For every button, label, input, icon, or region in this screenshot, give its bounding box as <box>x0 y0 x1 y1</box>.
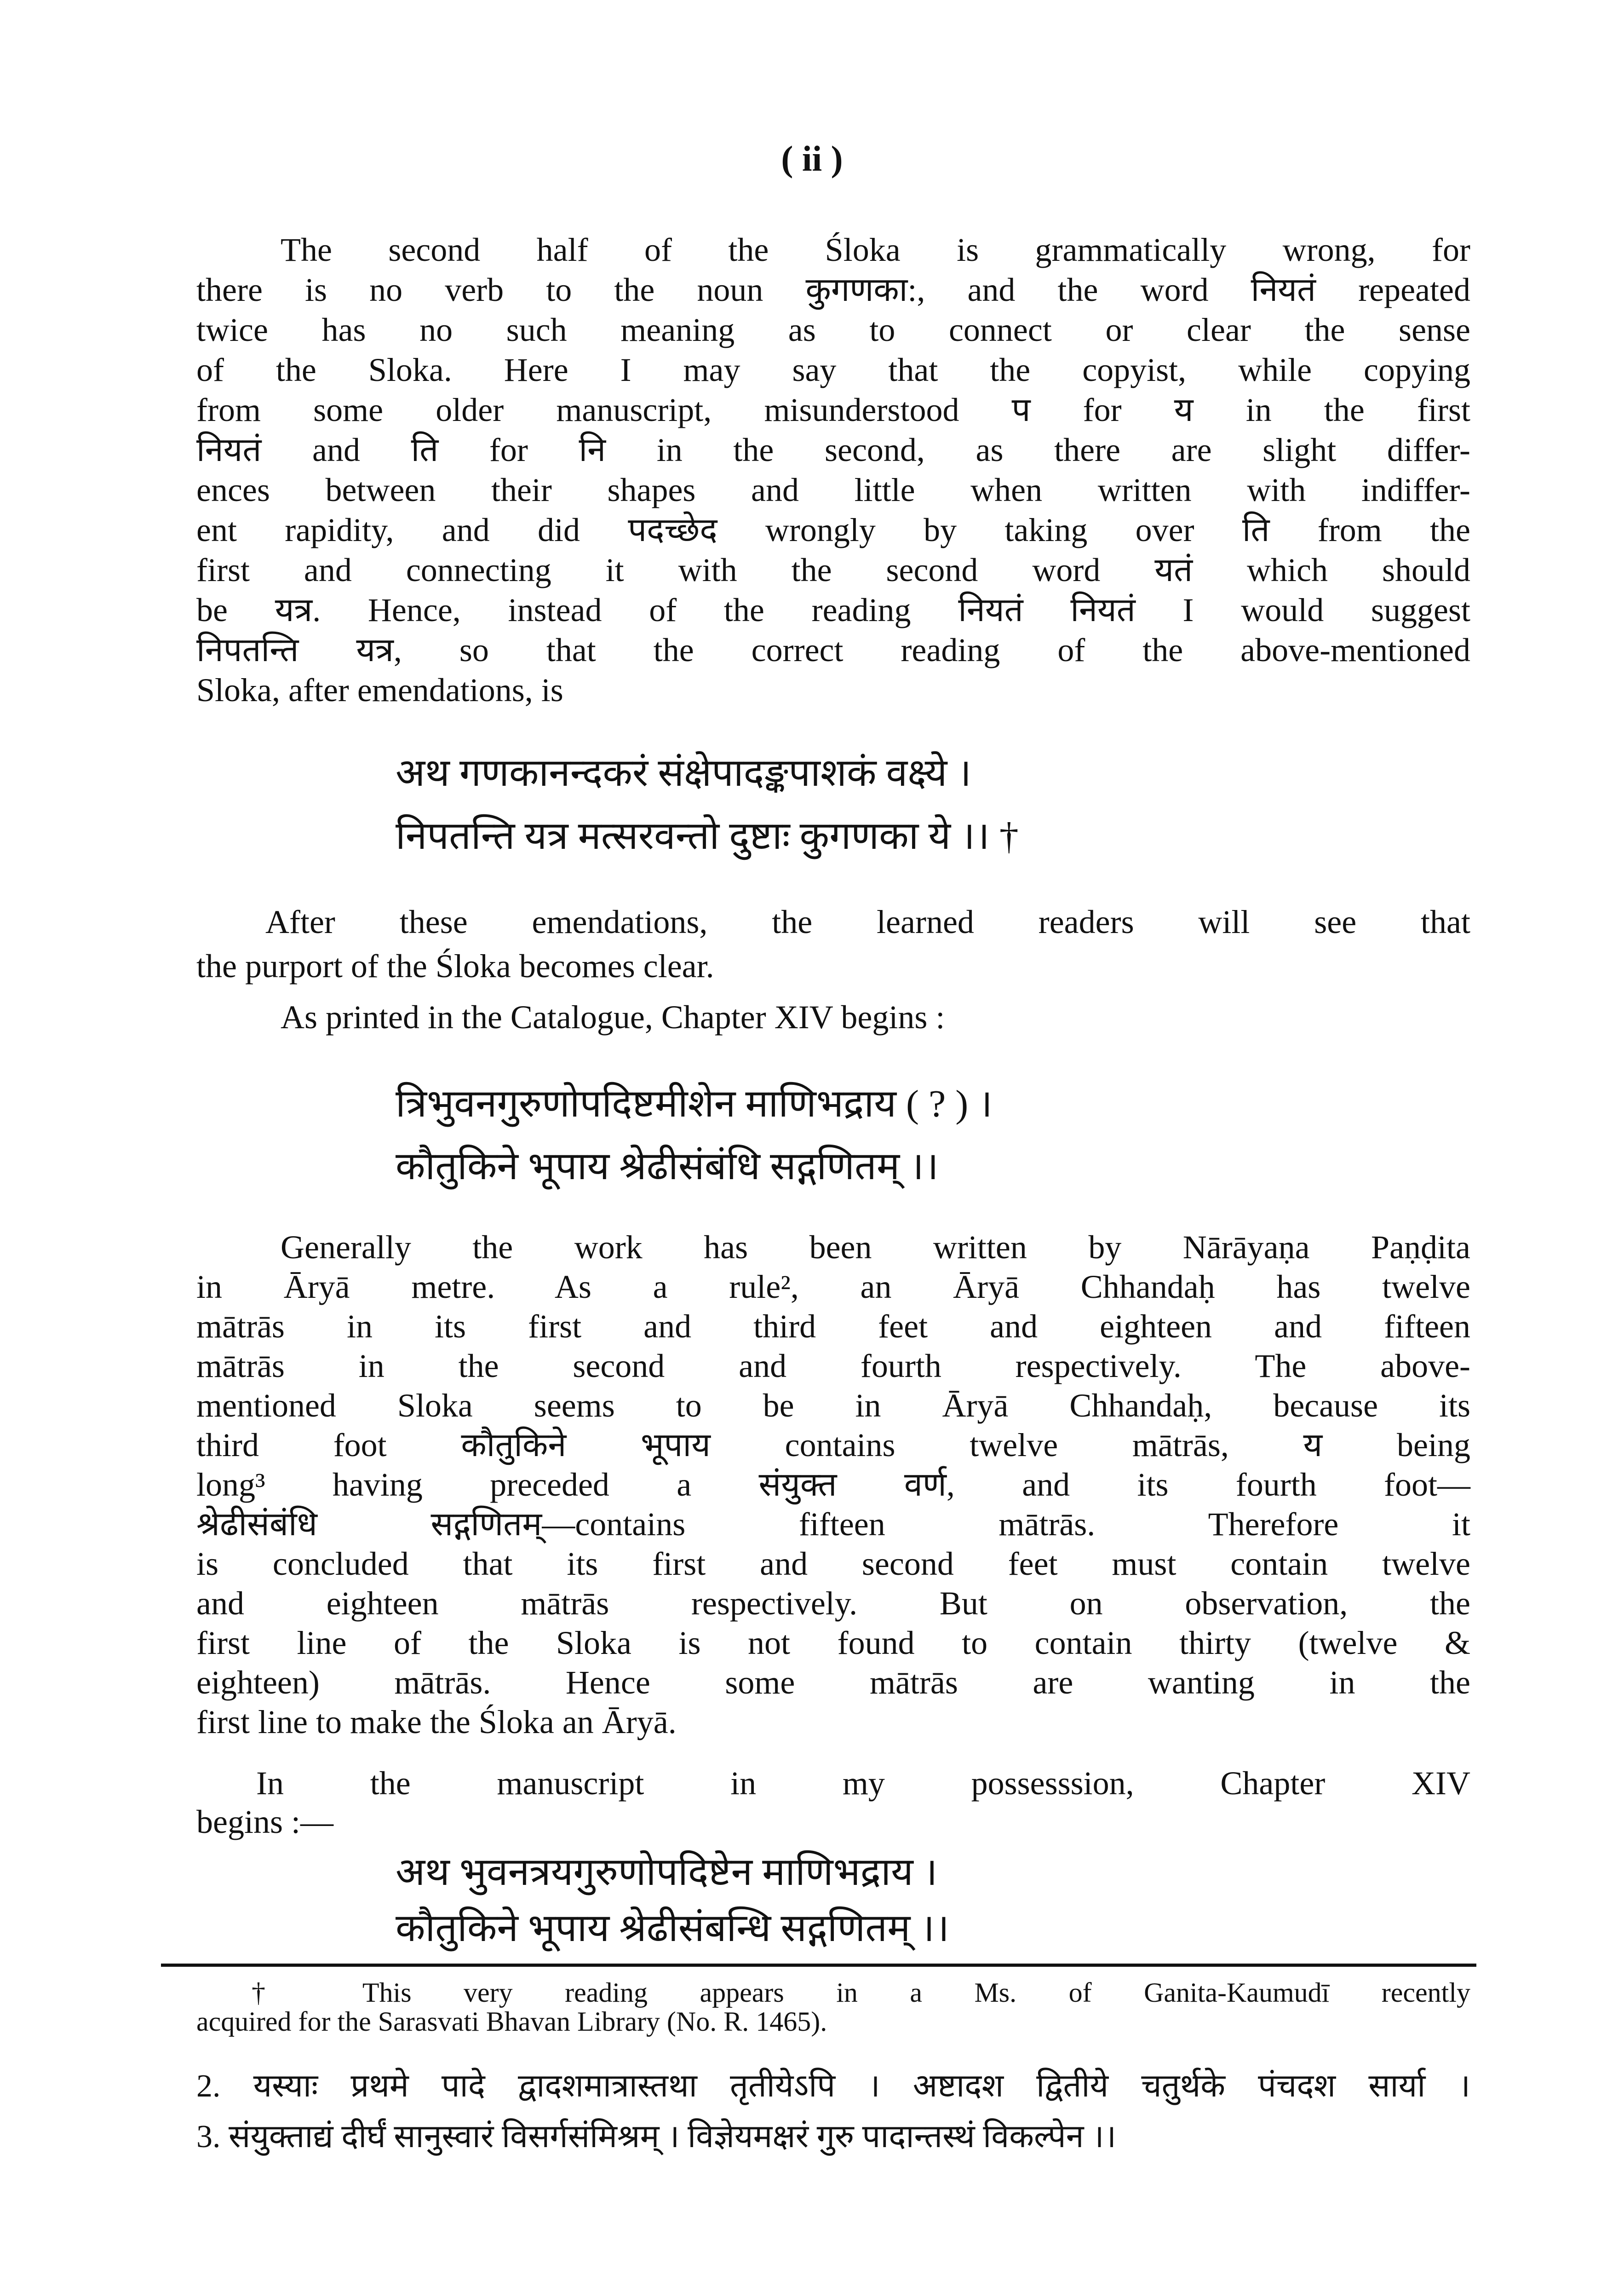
text-line: there is no verb to the noun कुगणका:, and the word नियतं repeated <box>196 271 1470 308</box>
text-line: third foot कौतुकिने भूपाय contains twelve mātrās, य being <box>196 1427 1470 1463</box>
text-line: Generally the work has been written by Nārāyaṇa Paṇḍita <box>281 1229 1470 1266</box>
text-line: त्रिभुवनगुरुणोपदिष्टमीशेन माणिभद्राय ( ? ) । <box>396 1083 993 1125</box>
text-line: twice has no such meaning as to connect or clear the sense <box>196 311 1470 348</box>
paragraph-manuscript <box>196 1764 1470 1841</box>
text-line: नियतं and ति for नि in the second, as there are slight differ- <box>196 432 1470 468</box>
text-line: The second half of the Śloka is grammatically wrong, for <box>281 231 1470 268</box>
verse-catalogue <box>396 1073 993 1198</box>
footnote-divider <box>161 1964 1476 1967</box>
text-line: अथ गणकानन्दकरं संक्षेपादङ्कपाशकं वक्ष्ये । <box>396 752 972 795</box>
text-line: begins :— <box>196 1803 333 1840</box>
text-line: and eighteen mātrās respectively. But on observation, the <box>196 1585 1470 1622</box>
text-line: mātrās in its first and third feet and eighteen and fifteen <box>196 1308 1470 1345</box>
text-line: the purport of the Śloka becomes clear. <box>196 948 714 985</box>
text-line: in Āryā metre. As a rule², an Āryā Chhandaḥ has twelve <box>196 1268 1470 1305</box>
text-line: mātrās in the second and fourth respectively. The above- <box>196 1348 1470 1384</box>
text-line: long³ having preceded a संयुक्त वर्ण, and its fourth foot— <box>196 1466 1470 1503</box>
text-line: Sloka, after emendations, is <box>196 672 563 708</box>
footnote-2 <box>196 2068 1470 2105</box>
verse-emended <box>396 742 1019 868</box>
paragraph-catalogue <box>196 997 1470 1037</box>
text-line: first and connecting it with the second word यतं which should <box>196 552 1470 588</box>
text-line: श्रेढीसंबंधि सद्गणितम्—contains fifteen mātrās. Therefore it <box>196 1506 1470 1543</box>
paragraph-sloka-grammar <box>196 230 1470 710</box>
text-line: As printed in the Catalogue, Chapter XIV begins : <box>281 999 945 1036</box>
text-line: acquired for the Sarasvati Bhavan Library (No. R. 1465). <box>196 2006 827 2037</box>
page-number: ( ii ) <box>781 138 843 179</box>
text-line: अथ भुवनत्रयगुरुणोपदिष्टेन माणिभद्राय । <box>396 1851 938 1894</box>
text-line: 3. संयुक्ताद्यं दीर्घं सानुस्वारं विसर्गसंमिश्रम् । विज्ञेयमक्षरं गुरु पादान्तस्थं विकल्पेन ।। <box>196 2119 1117 2154</box>
text-line: mentioned Sloka seems to be in Āryā Chhandaḥ, because its <box>196 1387 1470 1424</box>
text-line: निपतन्ति यत्र, so that the correct reading of the above-mentioned <box>196 632 1470 668</box>
footnote-3 <box>196 2119 1470 2155</box>
text-line: ences between their shapes and little when written with indiffer- <box>196 472 1470 508</box>
text-line: कौतुकिने भूपाय श्रेढीसंबन्धि सद्गणितम् ।। <box>396 1907 950 1950</box>
text-line: eighteen) mātrās. Hence some mātrās are wanting in the <box>196 1664 1470 1701</box>
text-line: निपतन्ति यत्र मत्सरवन्तो दुष्टाः कुगणका ये ।। † <box>396 815 1019 858</box>
text-line: of the Sloka. Here I may say that the copyist, while copying <box>196 351 1470 388</box>
text-line: † This very reading appears in a Ms. of Ganita-Kaumudī recently <box>252 1977 1470 2008</box>
text-line: be यत्र. Hence, instead of the reading नियतं नियतं I would suggest <box>196 592 1470 628</box>
paragraph-arya-metre <box>196 1227 1470 1742</box>
text-line: first line of the Sloka is not found to contain thirty (twelve & <box>196 1624 1470 1661</box>
text-line: first line to make the Śloka an Āryā. <box>196 1704 677 1740</box>
text-line: is concluded that its first and second feet must contain twelve <box>196 1545 1470 1582</box>
text-line: from some older manuscript, misunderstood प for य in the first <box>196 392 1470 428</box>
text-line: After these emendations, the learned readers will see that <box>265 904 1470 940</box>
text-line: 2. यस्याः प्रथमे पादे द्वादशमात्रास्तथा तृतीयेऽपि । अष्टादश द्वितीये चतुर्थके पंचदश सार्या । <box>196 2068 1470 2104</box>
text-line: In the manuscript in my possesssion, Chapter XIV <box>256 1765 1470 1802</box>
paragraph-purport <box>196 900 1470 988</box>
text-line: ent rapidity, and did पदच्छेद wrongly by taking over ति from the <box>196 512 1470 548</box>
text-line: कौतुकिने भूपाय श्रेढीसंबंधि सद्गणितम् ।। <box>396 1145 939 1188</box>
verse-manuscript <box>396 1844 949 1957</box>
footnote-dagger <box>196 1978 1470 2036</box>
